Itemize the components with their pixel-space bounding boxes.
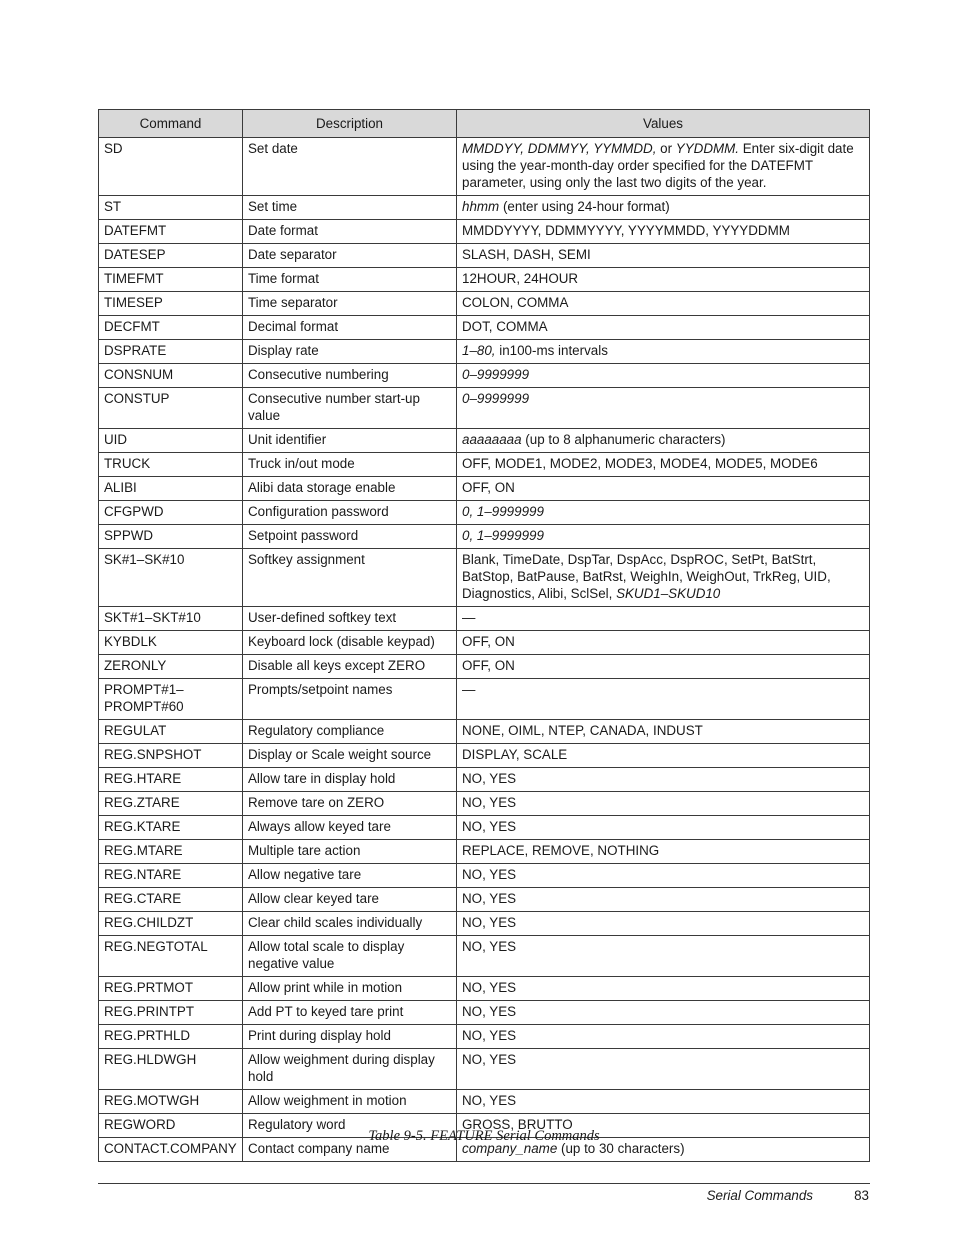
- command-cell: REG.MOTWGH: [99, 1090, 243, 1114]
- value-text: NO, YES: [462, 939, 517, 954]
- values-cell: [457, 655, 870, 679]
- values-cell: [457, 679, 870, 720]
- description-cell: Time separator: [243, 292, 457, 316]
- command-cell: REGULAT: [99, 720, 243, 744]
- description-cell: Decimal format: [243, 316, 457, 340]
- description-cell: Add PT to keyed tare print: [243, 1001, 457, 1025]
- table-row: [99, 340, 870, 364]
- value-text: SLASH, DASH, SEMI: [462, 247, 591, 262]
- table-row: [99, 655, 870, 679]
- value-text: or: [656, 141, 676, 156]
- column-header-description: Description: [243, 110, 457, 138]
- values-cell: [457, 977, 870, 1001]
- value-text: OFF, MODE1, MODE2, MODE3, MODE4, MODE5, MODE6: [462, 456, 818, 471]
- table-row: [99, 679, 870, 720]
- values-cell: [457, 525, 870, 549]
- command-cell: REG.NEGTOTAL: [99, 936, 243, 977]
- value-text: (up to 30 characters): [557, 1141, 685, 1156]
- values-cell: [457, 549, 870, 607]
- table-body: [99, 138, 870, 1162]
- value-text: NO, YES: [462, 891, 517, 906]
- values-cell: [457, 292, 870, 316]
- description-cell: Multiple tare action: [243, 840, 457, 864]
- value-text: NONE, OIML, NTEP, CANADA, INDUST: [462, 723, 703, 738]
- table-row: [99, 196, 870, 220]
- value-text: NO, YES: [462, 1028, 517, 1043]
- description-cell: Remove tare on ZERO: [243, 792, 457, 816]
- value-text: —: [462, 682, 476, 697]
- table-row: [99, 549, 870, 607]
- value-text-italic: 0, 1–9999999: [462, 504, 544, 519]
- command-cell: SD: [99, 138, 243, 196]
- description-cell: Date separator: [243, 244, 457, 268]
- command-cell: DECFMT: [99, 316, 243, 340]
- table-row: [99, 888, 870, 912]
- values-cell: [457, 840, 870, 864]
- description-cell: Set time: [243, 196, 457, 220]
- values-cell: [457, 816, 870, 840]
- command-cell: SKT#1–SKT#10: [99, 607, 243, 631]
- values-cell: [457, 268, 870, 292]
- values-cell: [457, 316, 870, 340]
- value-text: in100-ms intervals: [495, 343, 608, 358]
- table-row: [99, 792, 870, 816]
- value-text: DOT, COMMA: [462, 319, 548, 334]
- table-caption: Table 9-5. FEATURE Serial Commands: [368, 1128, 600, 1144]
- values-cell: [457, 720, 870, 744]
- value-text-italic: company_name: [462, 1141, 558, 1156]
- command-cell: REG.HTARE: [99, 768, 243, 792]
- table-row: [99, 1090, 870, 1114]
- command-cell: CFGPWD: [99, 501, 243, 525]
- description-cell: Allow weighment in motion: [243, 1090, 457, 1114]
- values-cell: [457, 340, 870, 364]
- command-cell: DSPRATE: [99, 340, 243, 364]
- value-text: 12HOUR, 24HOUR: [462, 271, 579, 286]
- values-cell: [457, 138, 870, 196]
- description-cell: Disable all keys except ZERO: [243, 655, 457, 679]
- table-row: [99, 316, 870, 340]
- command-cell: REG.CHILDZT: [99, 912, 243, 936]
- value-text: MMDDYYYY, DDMMYYYY, YYYYMMDD, YYYYDDMM: [462, 223, 790, 238]
- description-cell: User-defined softkey text: [243, 607, 457, 631]
- table-row: [99, 936, 870, 977]
- description-cell: Truck in/out mode: [243, 453, 457, 477]
- value-text: OFF, ON: [462, 658, 515, 673]
- description-cell: Consecutive numbering: [243, 364, 457, 388]
- column-header-command: Command: [99, 110, 243, 138]
- table-row: [99, 292, 870, 316]
- table-row: [99, 501, 870, 525]
- description-cell: Allow total scale to display negative value: [243, 936, 457, 977]
- description-cell: Clear child scales individually: [243, 912, 457, 936]
- command-cell: REG.SNPSHOT: [99, 744, 243, 768]
- value-text-italic: 0–9999999: [462, 391, 530, 406]
- table-header-row: [99, 110, 870, 138]
- table-row: [99, 364, 870, 388]
- values-cell: [457, 1090, 870, 1114]
- values-cell: [457, 364, 870, 388]
- value-text-italic: 0–9999999: [462, 367, 530, 382]
- description-cell: Display rate: [243, 340, 457, 364]
- command-cell: TIMESEP: [99, 292, 243, 316]
- value-text: NO, YES: [462, 771, 517, 786]
- description-cell: Allow tare in display hold: [243, 768, 457, 792]
- command-cell: DATEFMT: [99, 220, 243, 244]
- values-cell: [457, 501, 870, 525]
- footer-divider: [98, 1183, 870, 1184]
- command-cell: ZERONLY: [99, 655, 243, 679]
- description-cell: Unit identifier: [243, 429, 457, 453]
- command-cell: REG.MTARE: [99, 840, 243, 864]
- value-text: GROSS, BRUTTO: [462, 1117, 573, 1132]
- table-row: [99, 429, 870, 453]
- values-cell: [457, 936, 870, 977]
- command-cell: REG.HLDWGH: [99, 1049, 243, 1090]
- value-text: NO, YES: [462, 867, 517, 882]
- footer-section-title: Serial Commands: [706, 1188, 813, 1203]
- value-text: Enter six-digit date using the year-month-day order specified for the DATEFMT parameter, using only the last two digits of the year.: [462, 141, 854, 190]
- table-row: [99, 631, 870, 655]
- table-row: [99, 977, 870, 1001]
- column-header-values: Values: [457, 110, 870, 138]
- description-cell: Allow negative tare: [243, 864, 457, 888]
- value-text: REPLACE, REMOVE, NOTHING: [462, 843, 660, 858]
- table-row: [99, 607, 870, 631]
- description-cell: Print during display hold: [243, 1025, 457, 1049]
- description-cell: Keyboard lock (disable keypad): [243, 631, 457, 655]
- value-text: Blank, TimeDate, DspTar, DspAcc, DspROC, SetPt, BatStrt, BatStop, BatPause, BatRst, WeighIn, WeighOut, TrkReg, UID, Diagnostics, Alibi, SclSel,: [462, 552, 831, 601]
- description-cell: Allow weighment during display hold: [243, 1049, 457, 1090]
- values-cell: [457, 220, 870, 244]
- command-cell: ST: [99, 196, 243, 220]
- description-cell: Always allow keyed tare: [243, 816, 457, 840]
- description-cell: Display or Scale weight source: [243, 744, 457, 768]
- table-row: [99, 816, 870, 840]
- command-cell: TIMEFMT: [99, 268, 243, 292]
- values-cell: [457, 912, 870, 936]
- description-cell: Regulatory compliance: [243, 720, 457, 744]
- value-text: DISPLAY, SCALE: [462, 747, 568, 762]
- command-cell: REG.PRINTPT: [99, 1001, 243, 1025]
- value-text: NO, YES: [462, 915, 517, 930]
- command-cell: SK#1–SK#10: [99, 549, 243, 607]
- value-text: —: [462, 610, 476, 625]
- table-row: [99, 525, 870, 549]
- value-text-italic: MMDDYY, DDMMYY, YYMMDD,: [462, 141, 657, 156]
- value-text: NO, YES: [462, 1052, 517, 1067]
- values-cell: [457, 768, 870, 792]
- values-cell: [457, 477, 870, 501]
- table-row: [99, 744, 870, 768]
- table-row: [99, 220, 870, 244]
- command-cell: REG.CTARE: [99, 888, 243, 912]
- value-text-italic: SKUD1–SKUD10: [616, 586, 721, 601]
- values-cell: [457, 196, 870, 220]
- description-cell: Setpoint password: [243, 525, 457, 549]
- description-cell: Configuration password: [243, 501, 457, 525]
- command-cell: REG.KTARE: [99, 816, 243, 840]
- command-cell: SPPWD: [99, 525, 243, 549]
- table-row: [99, 720, 870, 744]
- value-text: COLON, COMMA: [462, 295, 569, 310]
- description-cell: Set date: [243, 138, 457, 196]
- values-cell: [457, 607, 870, 631]
- table-row: [99, 1025, 870, 1049]
- value-text: NO, YES: [462, 819, 517, 834]
- command-cell: ALIBI: [99, 477, 243, 501]
- table-row: [99, 768, 870, 792]
- command-cell: KYBDLK: [99, 631, 243, 655]
- values-cell: [457, 1049, 870, 1090]
- value-text: NO, YES: [462, 980, 517, 995]
- table-row: [99, 1001, 870, 1025]
- description-cell: Allow clear keyed tare: [243, 888, 457, 912]
- description-cell: Regulatory word: [243, 1114, 457, 1138]
- table-row: [99, 268, 870, 292]
- table-row: [99, 388, 870, 429]
- description-cell: Prompts/setpoint names: [243, 679, 457, 720]
- value-text-italic: aaaaaaaa: [462, 432, 522, 447]
- command-cell: UID: [99, 429, 243, 453]
- values-cell: [457, 1025, 870, 1049]
- command-cell: REG.PRTHLD: [99, 1025, 243, 1049]
- value-text-italic: YYDDMM.: [675, 141, 740, 156]
- description-cell: Time format: [243, 268, 457, 292]
- values-cell: [457, 1001, 870, 1025]
- value-text: OFF, ON: [462, 480, 515, 495]
- table-row: [99, 912, 870, 936]
- description-cell: Date format: [243, 220, 457, 244]
- table-row: [99, 840, 870, 864]
- table-row: [99, 138, 870, 196]
- values-cell: [457, 388, 870, 429]
- command-cell: TRUCK: [99, 453, 243, 477]
- table-row: [99, 864, 870, 888]
- command-cell: CONSNUM: [99, 364, 243, 388]
- table-row: [99, 244, 870, 268]
- command-cell: CONTACT.COMPANY: [99, 1138, 243, 1162]
- command-cell: REGWORD: [99, 1114, 243, 1138]
- command-cell: REG.PRTMOT: [99, 977, 243, 1001]
- table-row: [99, 477, 870, 501]
- command-cell: REG.NTARE: [99, 864, 243, 888]
- feature-serial-commands-table: [98, 109, 870, 1162]
- value-text-italic: 0, 1–9999999: [462, 528, 544, 543]
- description-cell: Alibi data storage enable: [243, 477, 457, 501]
- table-row: [99, 1049, 870, 1090]
- values-cell: [457, 888, 870, 912]
- command-cell: PROMPT#1–PROMPT#60: [99, 679, 243, 720]
- command-cell: CONSTUP: [99, 388, 243, 429]
- value-text: OFF, ON: [462, 634, 515, 649]
- page-number: 83: [854, 1188, 869, 1203]
- table-row: [99, 453, 870, 477]
- values-cell: [457, 429, 870, 453]
- value-text: NO, YES: [462, 1004, 517, 1019]
- value-text: NO, YES: [462, 795, 517, 810]
- values-cell: [457, 792, 870, 816]
- value-text: (enter using 24-hour format): [499, 199, 670, 214]
- values-cell: [457, 744, 870, 768]
- value-text: (up to 8 alphanumeric characters): [521, 432, 726, 447]
- value-text-italic: hhmm: [462, 199, 500, 214]
- values-cell: [457, 453, 870, 477]
- values-cell: [457, 631, 870, 655]
- values-cell: [457, 864, 870, 888]
- value-text-italic: 1–80,: [462, 343, 496, 358]
- values-cell: [457, 244, 870, 268]
- description-cell: Softkey assignment: [243, 549, 457, 607]
- command-cell: REG.ZTARE: [99, 792, 243, 816]
- description-cell: Consecutive number start-up value: [243, 388, 457, 429]
- description-cell: Allow print while in motion: [243, 977, 457, 1001]
- description-cell: Contact company name: [243, 1138, 457, 1162]
- command-cell: DATESEP: [99, 244, 243, 268]
- value-text: NO, YES: [462, 1093, 517, 1108]
